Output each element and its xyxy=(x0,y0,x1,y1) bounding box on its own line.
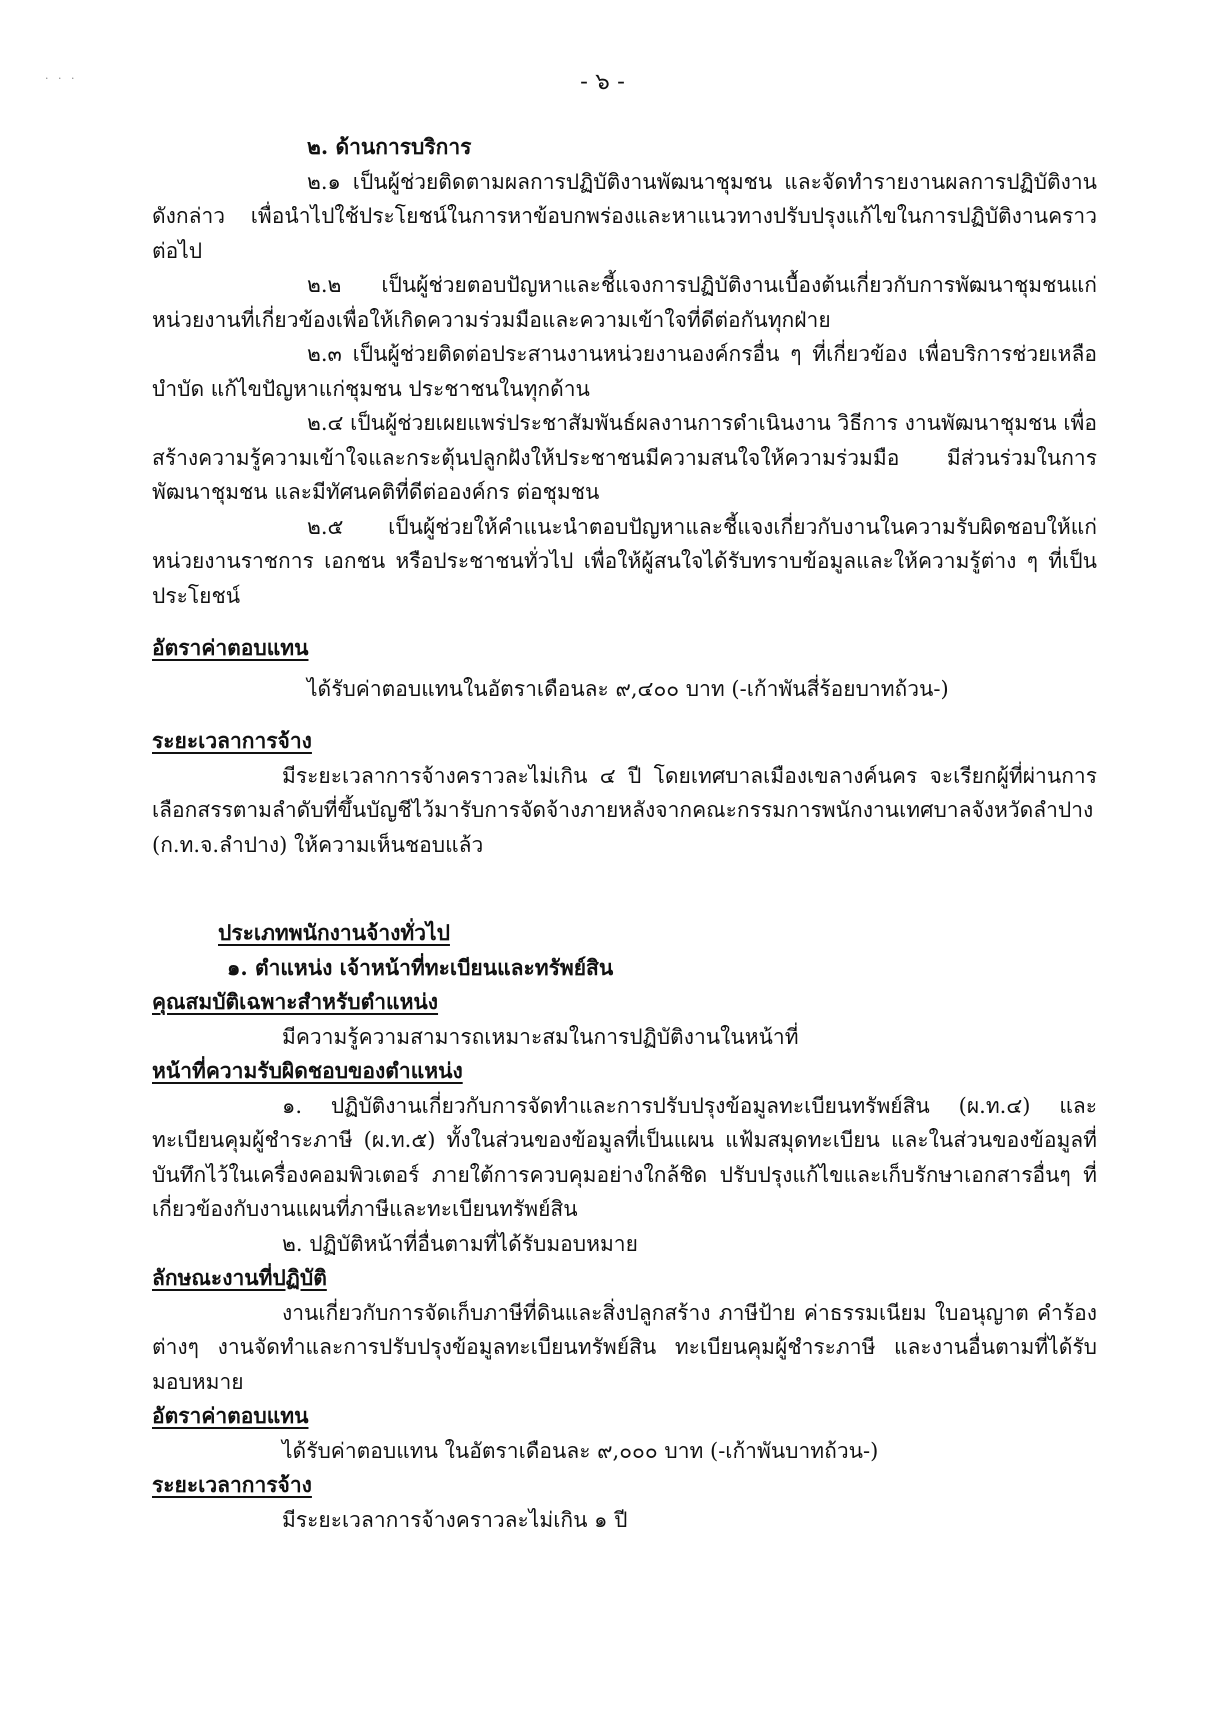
qualification-heading: คุณสมบัติเฉพาะสำหรับตำแหน่ง xyxy=(152,989,439,1014)
service-item-1: ๒.๑ เป็นผู้ช่วยติดตามผลการปฏิบัติงานพัฒนาชุมชน และจัดทำรายงานผลการปฏิบัติงานดังกล่าว เพื่อนำไปใช้ประโยชน์ในการหาข้อบกพร่องและหาแนวทางปรับปรุงแก้ไขในการปฏิบัติงานคราวต่อไป xyxy=(152,169,1097,263)
position-title: ๑. ตำแหน่ง เจ้าหน้าที่ทะเบียนและทรัพย์สิน xyxy=(227,954,614,980)
duty-item-2: ๒. ปฏิบัติหน้าที่อื่นตามที่ได้รับมอบหมาย xyxy=(282,1231,638,1256)
compensation2-text: ได้รับค่าตอบแทน ในอัตราเดือนละ ๙,๐๐๐ บาท (-เก้าพันบาทถ้วน-) xyxy=(282,1438,879,1463)
service-item-4: ๒.๔ เป็นผู้ช่วยเผยแพร่ประชาสัมพันธ์ผลงานการดำเนินงาน วิธีการ งานพัฒนาชุมชน เพื่อสร้างความรู้ความเข้าใจและกระตุ้นปลูกฝังให้ประชาชนมีความสนใจให้ความร่วมมือ มีส่วนร่วมในการพัฒนาชุมชน และมีทัศนคติที่ดีต่อองค์กร ต่อชุมชน xyxy=(152,411,1097,504)
duties-heading: หน้าที่ความรับผิดชอบของตำแหน่ง xyxy=(152,1058,463,1083)
compensation-heading: อัตราค่าตอบแทน xyxy=(152,635,309,660)
document-body xyxy=(152,130,1097,1537)
duty-item-1: ๑. ปฏิบัติงานเกี่ยวกับการจัดทำและการปรับปรุงข้อมูลทะเบียนทรัพย์สิน (ผ.ท.๔) และทะเบียนคุมผู้ชำระภาษี (ผ.ท.๕) ทั้งในส่วนของข้อมูลที่เป็นแผน แฟ้มสมุดทะเบียน และในส่วนของข้อมูลที่บันทึกไว้ในเครื่องคอมพิวเตอร์ ภายใต้การควบคุมอย่างใกล้ชิด ปรับปรุงแก้ไขและเก็บรักษาเอกสารอื่นๆ ที่เกี่ยวข้องกับงานแผนที่ภาษีและทะเบียนทรัพย์สิน xyxy=(152,1093,1097,1221)
duration2-heading: ระยะเวลาการจ้าง xyxy=(152,1472,312,1497)
service-item-2: ๒.๒ เป็นผู้ช่วยตอบปัญหาและชี้แจงการปฏิบัติงานเบื้องต้นเกี่ยวกับการพัฒนาชุมชนแก่หน่วยงานที่เกี่ยวข้องเพื่อให้เกิดความร่วมมือและความเข้าใจที่ดีต่อกันทุกฝ่าย xyxy=(152,273,1097,332)
duration2-text: มีระยะเวลาการจ้างคราวละไม่เกิน ๑ ปี xyxy=(282,1507,628,1532)
scan-marks: · · · xyxy=(45,72,78,85)
section-heading-service: ๒. ด้านการบริการ xyxy=(307,134,472,159)
duration-text: มีระยะเวลาการจ้างคราวละไม่เกิน ๔ ปี โดยเทศบาลเมืองเขลางค์นคร จะเรียกผู้ที่ผ่านการเลือกสรรตามลำดับที่ขึ้นบัญชีไว้มารับการจัดจ้างภายหลังจากคณะกรรมการพนักงานเทศบาลจังหวัดลำปาง (ก.ท.จ.ลำปาง) ให้ความเห็นชอบแล้ว xyxy=(152,763,1097,857)
general-staff-heading: ประเภทพนักงานจ้างทั่วไป xyxy=(218,920,450,945)
work-text: งานเกี่ยวกับการจัดเก็บภาษีที่ดินและสิ่งปลูกสร้าง ภาษีป้าย ค่าธรรมเนียม ใบอนุญาต คำร้องต่างๆ งานจัดทำและการปรับปรุงข้อมูลทะเบียนทรัพย์สิน ทะเบียนคุมผู้ชำระภาษี และงานอื่นตามที่ได้รับมอบหมาย xyxy=(152,1300,1097,1394)
service-item-5: ๒.๕ เป็นผู้ช่วยให้คำแนะนำตอบปัญหาและชี้แจงเกี่ยวกับงานในความรับผิดชอบให้แก่หน่วยงานราชการ เอกชน หรือประชาชนทั่วไป เพื่อให้ผู้สนใจได้รับทราบข้อมูลและให้ความรู้ต่าง ๆ ที่เป็นประโยชน์ xyxy=(152,514,1097,608)
page-number: - ๖ - xyxy=(580,69,625,95)
work-heading: ลักษณะงานที่ปฏิบัติ xyxy=(152,1265,327,1290)
compensation-text: ได้รับค่าตอบแทนในอัตราเดือนละ ๙,๔๐๐ บาท (-เก้าพันสี่ร้อยบาทถ้วน-) xyxy=(307,676,949,701)
qualification-text: มีความรู้ความสามารถเหมาะสมในการปฏิบัติงานในหน้าที่ xyxy=(282,1024,799,1049)
compensation2-heading: อัตราค่าตอบแทน xyxy=(152,1403,309,1428)
service-item-3: ๒.๓ เป็นผู้ช่วยติดต่อประสานงานหน่วยงานองค์กรอื่น ๆ ที่เกี่ยวข้อง เพื่อบริการช่วยเหลือ บำบัด แก้ไขปัญหาแก่ชุมชน ประชาชนในทุกด้าน xyxy=(152,342,1097,401)
duration-heading: ระยะเวลาการจ้าง xyxy=(152,728,312,753)
